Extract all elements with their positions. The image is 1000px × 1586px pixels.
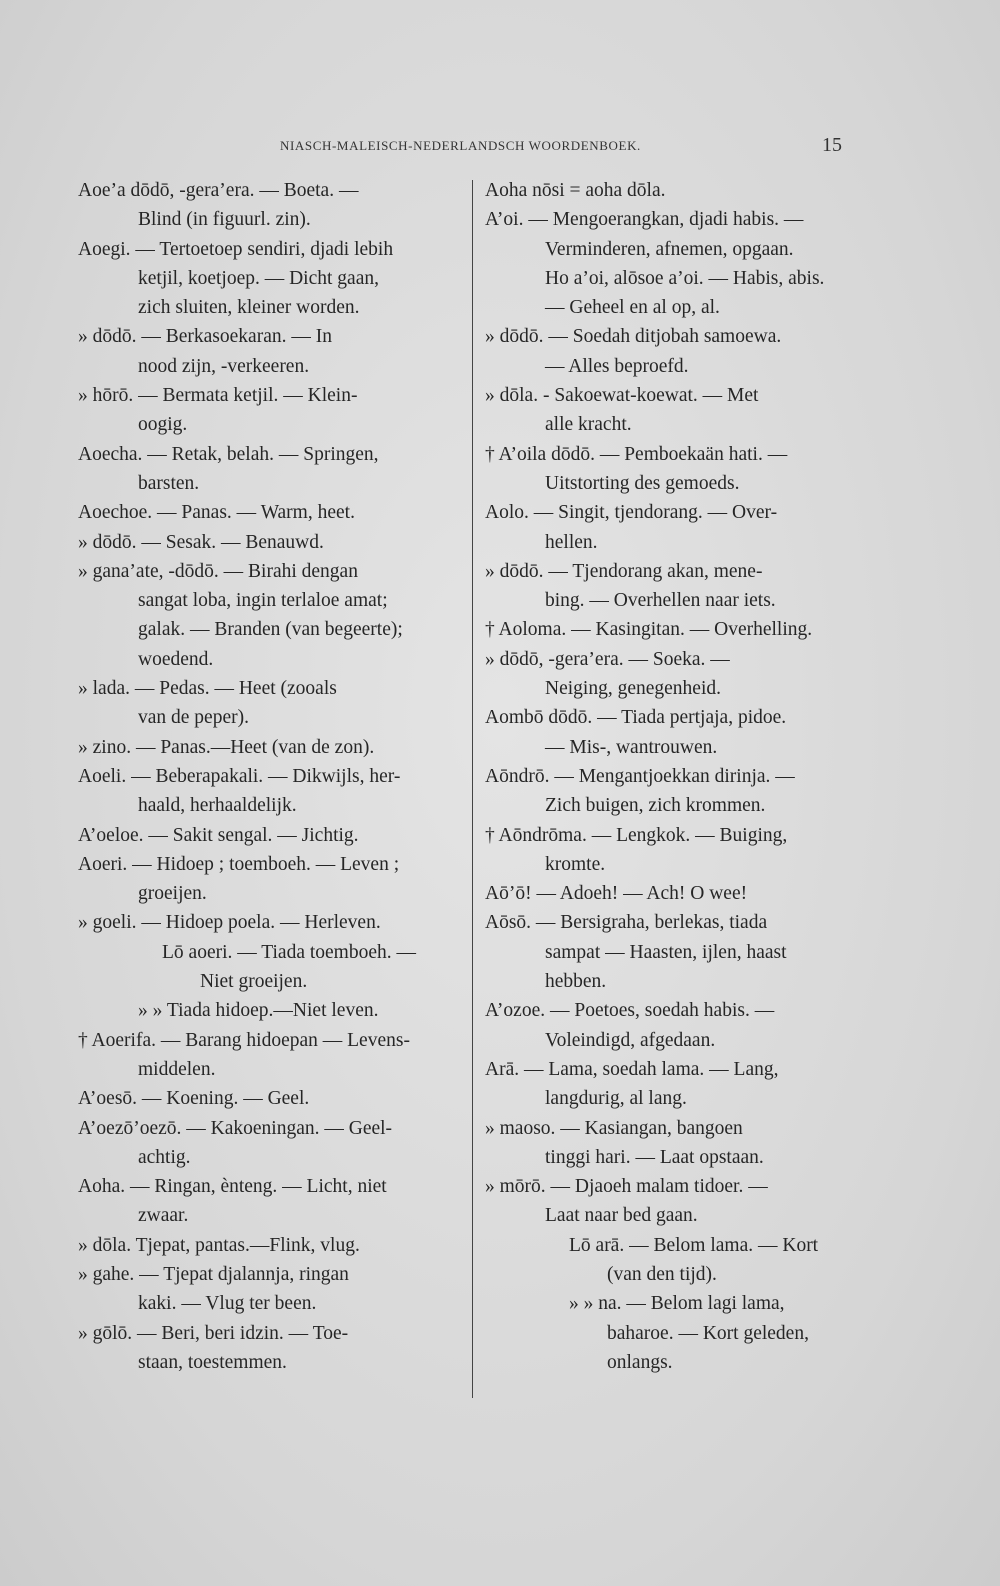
- dictionary-line: middelen.: [138, 1058, 216, 1080]
- dictionary-line: Neiging, genegenheid.: [545, 678, 721, 700]
- dictionary-line: Aoechoe. — Panas. — Warm, heet.: [78, 502, 355, 524]
- dictionary-line: Aombō dōdō. — Tiada pertjaja, pidoe.: [485, 707, 787, 729]
- dictionary-line: A’ozoe. — Poetoes, soedah habis. —: [485, 1000, 775, 1022]
- dictionary-line: » gōlō. — Beri, beri idzin. — Toe-: [78, 1322, 349, 1344]
- dictionary-line: Uitstorting des gemoeds.: [545, 472, 740, 494]
- dictionary-line: † Aoerifa. — Barang hidoepan — Levens-: [78, 1029, 410, 1051]
- dictionary-line: onlangs.: [607, 1351, 673, 1373]
- dictionary-line: » gana’ate, -dōdō. — Birahi dengan: [78, 560, 358, 582]
- dictionary-line: » dōla. - Sakoewat-koewat. — Met: [485, 385, 759, 407]
- dictionary-line: » » na. — Belom lagi lama,: [569, 1293, 785, 1315]
- running-title: NIASCH-MALEISCH-NEDERLANDSCH WOORDENBOEK.: [280, 138, 641, 153]
- dictionary-line: Zich buigen, zich krommen.: [545, 795, 766, 817]
- dictionary-line: hebben.: [545, 971, 607, 993]
- page-number: 15: [822, 134, 842, 156]
- dictionary-line: Lō aoeri. — Tiada toemboeh. —: [162, 941, 417, 963]
- dictionary-line: groeijen.: [138, 883, 207, 905]
- dictionary-line: kaki. — Vlug ter been.: [138, 1293, 317, 1315]
- dictionary-line: » dōdō. — Soedah ditjobah samoewa.: [485, 326, 782, 348]
- dictionary-line: Aoeli. — Beberapakali. — Dikwijls, her-: [78, 765, 401, 787]
- dictionary-line: Blind (in figuurl. zin).: [138, 209, 311, 231]
- dictionary-line: alle kracht.: [545, 414, 632, 436]
- dictionary-line: bing. — Overhellen naar iets.: [545, 590, 776, 612]
- dictionary-line: » dōdō. — Berkasoekaran. — In: [78, 326, 332, 348]
- dictionary-line: † A’oila dōdō. — Pemboekaän hati. —: [485, 443, 788, 465]
- dictionary-line: » mōrō. — Djaoeh malam tidoer. —: [485, 1176, 768, 1198]
- dictionary-line: Aoeri. — Hidoep ; toemboeh. — Leven ;: [78, 853, 400, 875]
- dictionary-line: van de peper).: [138, 707, 249, 729]
- dictionary-line: » maoso. — Kasiangan, bangoen: [485, 1117, 743, 1139]
- dictionary-line: langdurig, al lang.: [545, 1088, 687, 1110]
- right-column: [485, 176, 865, 1377]
- dictionary-line: hellen.: [545, 531, 598, 553]
- dictionary-line: tinggi hari. — Laat opstaan.: [545, 1146, 764, 1168]
- dictionary-line: sangat loba, ingin terlaloe amat;: [138, 590, 388, 612]
- dictionary-line: » goeli. — Hidoep poela. — Herleven.: [78, 912, 381, 934]
- dictionary-line: nood zijn, -verkeeren.: [138, 355, 310, 377]
- dictionary-line: barsten.: [138, 472, 200, 494]
- left-column: [78, 176, 468, 1377]
- dictionary-line: Lō arā. — Belom lama. — Kort: [569, 1234, 819, 1256]
- dictionary-line: » gahe. — Tjepat djalannja, ringan: [78, 1263, 349, 1285]
- dictionary-line: baharoe. — Kort geleden,: [607, 1322, 809, 1344]
- dictionary-line: Aoha nōsi = aoha dōla.: [485, 180, 666, 201]
- dictionary-line: haald, herhaaldelijk.: [138, 795, 297, 817]
- dictionary-line: — Mis-, wantrouwen.: [545, 736, 718, 758]
- dictionary-line: » dōla. Tjepat, pantas.—Flink, vlug.: [78, 1234, 360, 1256]
- dictionary-line: ketjil, koetjoep. — Dicht gaan,: [138, 267, 379, 289]
- dictionary-line: — Alles beproefd.: [545, 355, 689, 377]
- dictionary-line: staan, toestemmen.: [138, 1351, 287, 1373]
- dictionary-line: — Geheel en al op, al.: [545, 297, 720, 319]
- page-header: [0, 134, 1000, 162]
- dictionary-line: Aoecha. — Retak, belah. — Springen,: [78, 443, 379, 465]
- dictionary-line: Aō’ō! — Adoeh! — Ach! O wee!: [485, 883, 748, 905]
- dictionary-line: Arā. — Lama, soedah lama. — Lang,: [485, 1058, 779, 1080]
- dictionary-line: » lada. — Pedas. — Heet (zooals: [78, 678, 337, 700]
- dictionary-line: Verminderen, afnemen, opgaan.: [545, 238, 794, 260]
- dictionary-line: zich sluiten, kleiner worden.: [138, 297, 360, 319]
- dictionary-line: Aoe’a dōdō, -gera’era. — Boeta. —: [78, 180, 359, 201]
- dictionary-line: Voleindigd, afgedaan.: [545, 1029, 716, 1051]
- dictionary-line: sampat — Haasten, ijlen, haast: [545, 941, 787, 963]
- dictionary-line: Ho a’oi, alōsoe a’oi. — Habis, abis.: [545, 267, 825, 289]
- dictionary-line: » dōdō. — Tjendorang akan, mene-: [485, 560, 763, 582]
- dictionary-line: Aolo. — Singit, tjendorang. — Over-: [485, 502, 778, 524]
- dictionary-line: A’oi. — Mengoerangkan, djadi habis. —: [485, 209, 804, 231]
- dictionary-line: A’oesō. — Koening. — Geel.: [78, 1088, 310, 1110]
- dictionary-line: A’oezō’oezō. — Kakoeningan. — Geel-: [78, 1117, 393, 1139]
- dictionary-line: galak. — Branden (van begeerte);: [138, 619, 403, 641]
- dictionary-line: † Aōndrōma. — Lengkok. — Buiging,: [485, 824, 788, 846]
- dictionary-line: Aoegi. — Tertoetoep sendiri, djadi lebih: [78, 238, 394, 260]
- column-divider: [472, 180, 473, 1398]
- dictionary-line: kromte.: [545, 853, 606, 875]
- dictionary-line: » dōdō, -gera’era. — Soeka. —: [485, 648, 730, 670]
- dictionary-line: woedend.: [138, 648, 214, 670]
- dictionary-line: Niet groeijen.: [200, 971, 308, 993]
- dictionary-line: A’oeloe. — Sakit sengal. — Jichtig.: [78, 824, 359, 846]
- dictionary-line: † Aoloma. — Kasingitan. — Overhelling.: [485, 619, 813, 641]
- dictionary-line: achtig.: [138, 1146, 191, 1168]
- dictionary-line: (van den tijd).: [607, 1263, 717, 1285]
- dictionary-line: Aōsō. — Bersigraha, berlekas, tiada: [485, 912, 768, 934]
- dictionary-line: Aōndrō. — Mengantjoekkan dirinja. —: [485, 765, 795, 787]
- dictionary-line: Aoha. — Ringan, ènteng. — Licht, niet: [78, 1176, 387, 1198]
- dictionary-line: » dōdō. — Sesak. — Benauwd.: [78, 531, 324, 553]
- dictionary-line: » » Tiada hidoep.—Niet leven.: [138, 1000, 379, 1022]
- dictionary-line: zwaar.: [138, 1205, 189, 1227]
- dictionary-line: Laat naar bed gaan.: [545, 1205, 698, 1227]
- dictionary-line: » zino. — Panas.—Heet (van de zon).: [78, 736, 375, 758]
- dictionary-line: oogig.: [138, 414, 188, 436]
- dictionary-line: » hōrō. — Bermata ketjil. — Klein-: [78, 385, 358, 407]
